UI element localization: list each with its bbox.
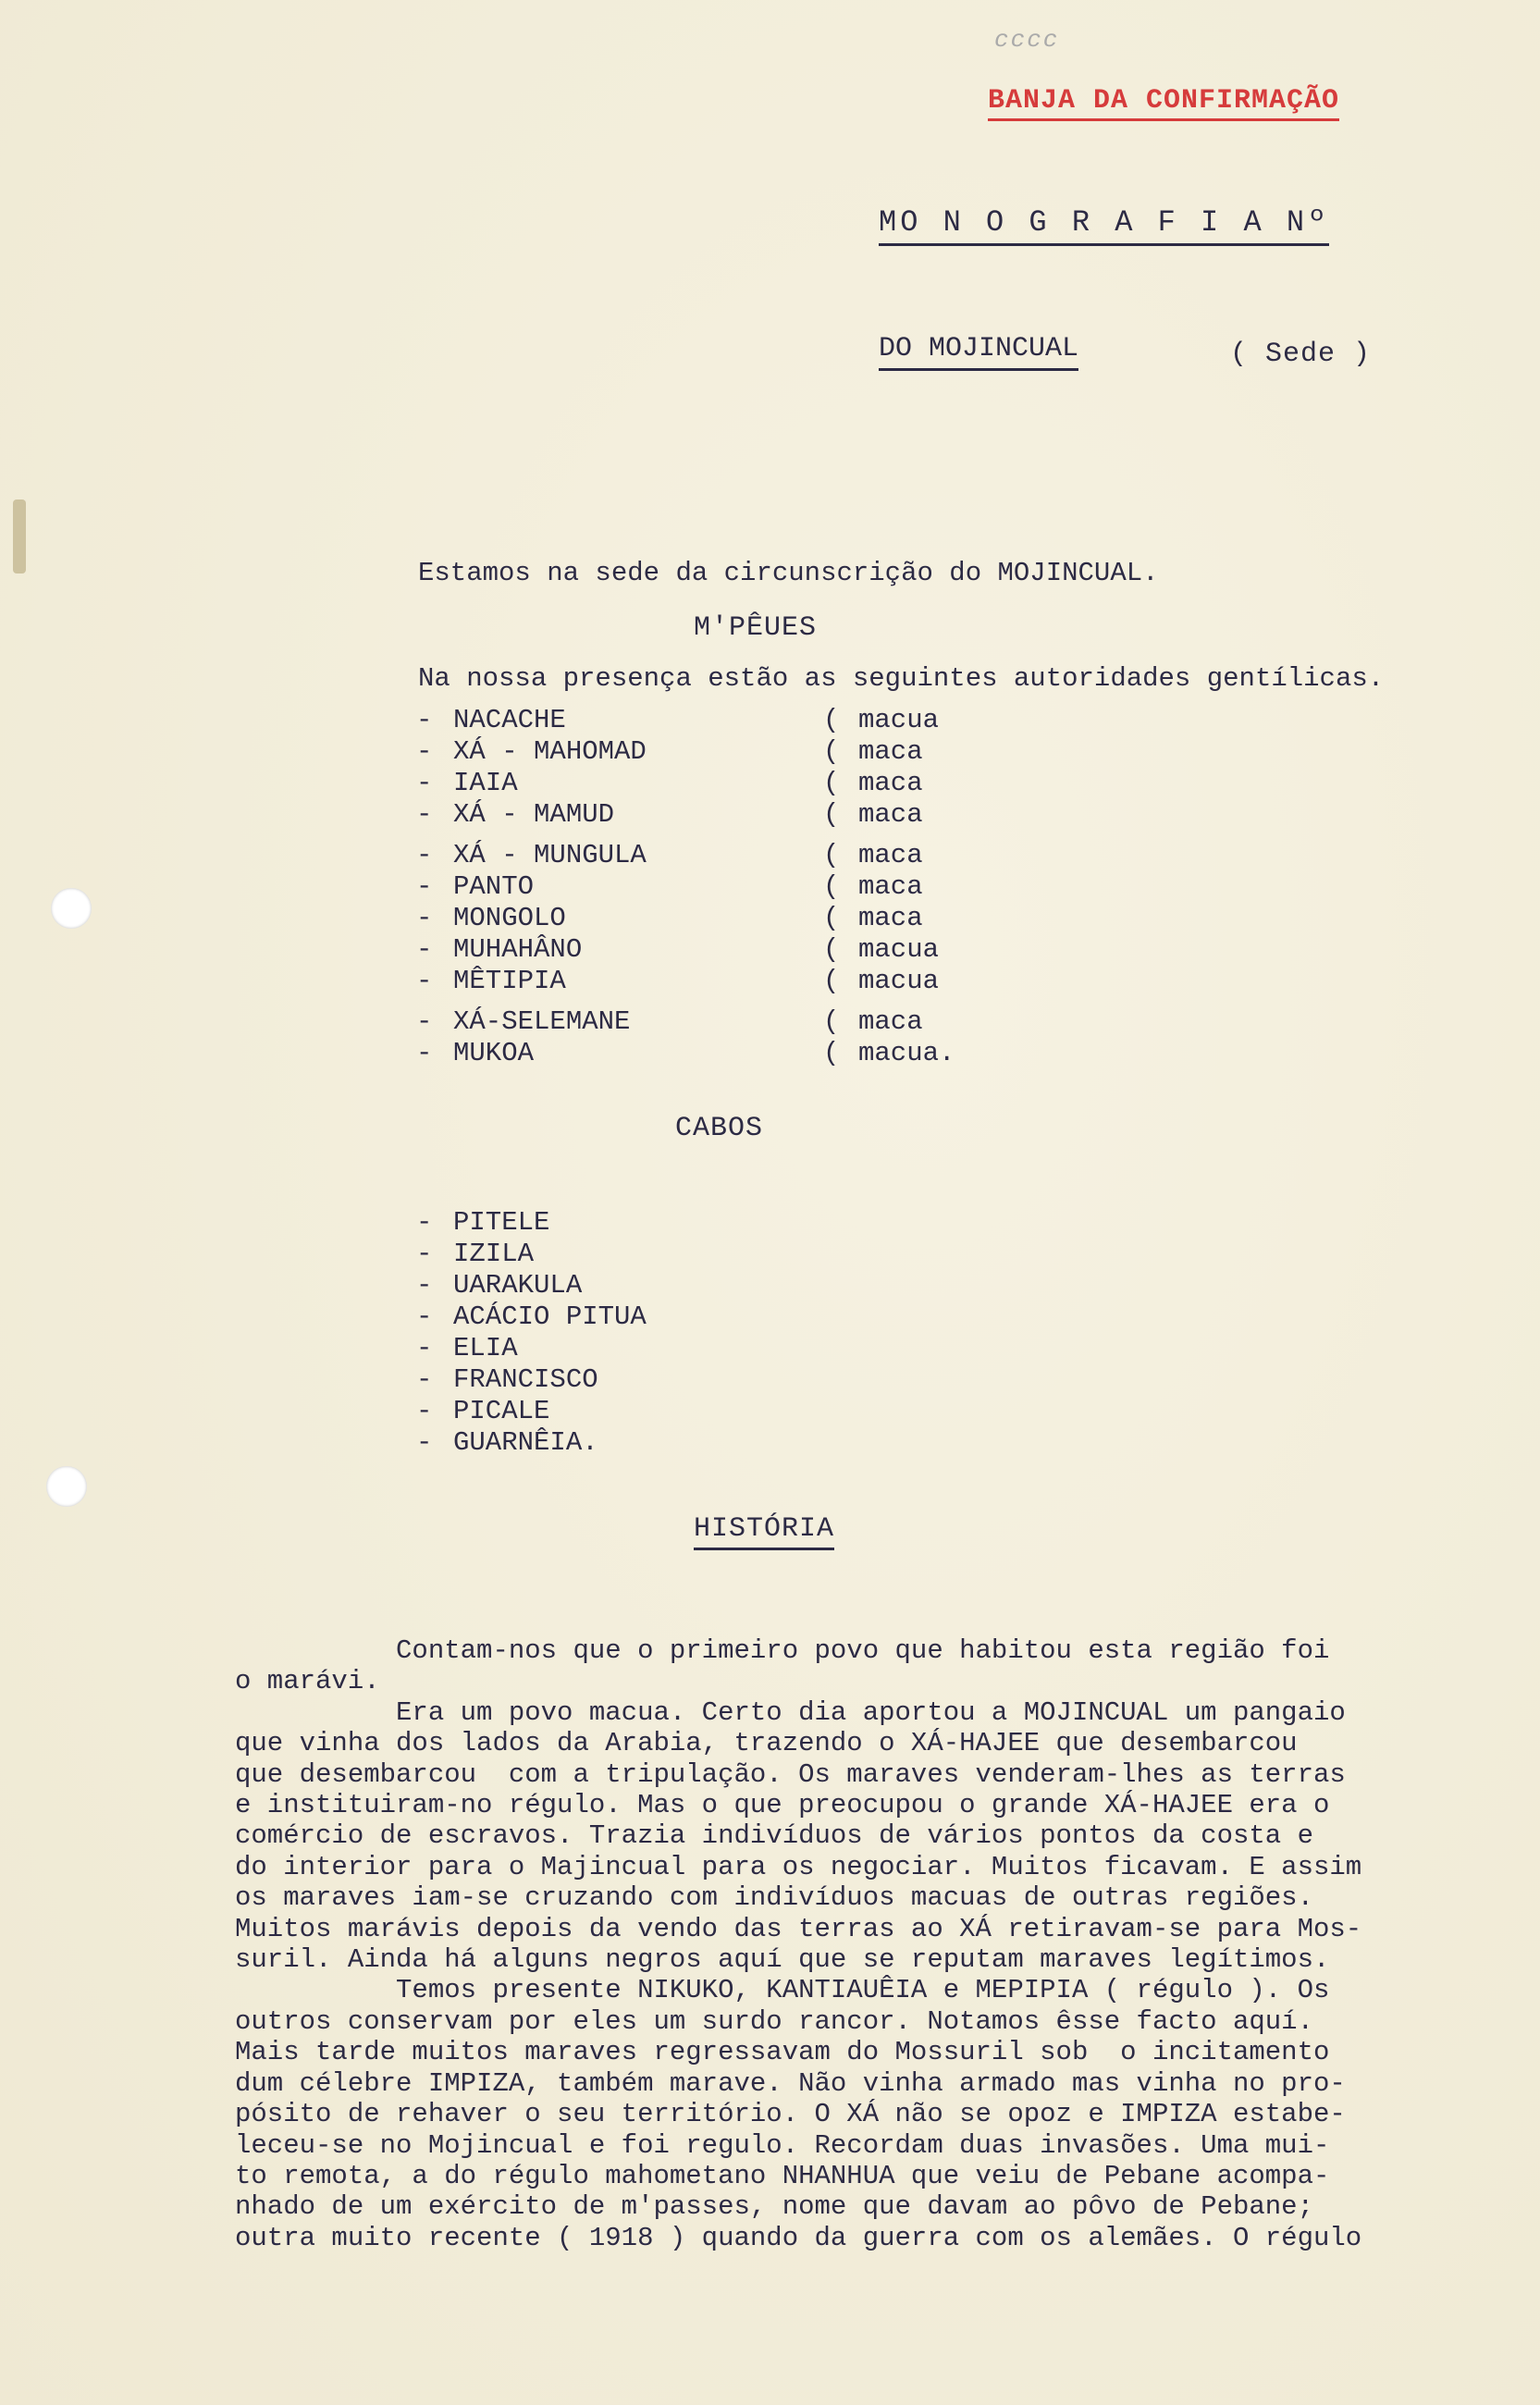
list-item: - XÁ - MAHOMAD ( maca [416,736,923,767]
mpeu-name: IAIA [453,768,518,798]
mpeu-name: XÁ - MAHOMAD [453,736,647,767]
mpeu-tribe: macua [858,934,940,965]
body-line: que desembarcou com a tripulação. Os maraves venderam-lhes as terras [235,1758,1346,1790]
cabo-name: GUARNÊIA. [453,1427,598,1458]
intro-line: Na nossa presença estão as seguintes autoridades gentílicas. [418,663,1385,694]
mpeu-name: MUHAHÂNO [453,934,583,965]
list-item: - IZILA [416,1239,535,1269]
body-line: os maraves iam-se cruzando com indivíduos macuas de outras regiões. [235,1882,1313,1914]
body-line: outra muito recente ( 1918 ) quando da guerra com os alemães. O régulo [235,2222,1362,2253]
mpeu-tribe: macua. [858,1038,955,1068]
mpeu-tribe: macua [858,705,940,735]
list-item: - IAIA ( maca [416,768,923,798]
body-line: e instituiram-no régulo. Mas o que preocupou o grande XÁ-HAJEE era o [235,1790,1330,1821]
place-note: ( Sede ) [1230,339,1372,370]
punch-hole-bottom [46,1466,87,1507]
mpeues-heading: M'PÊUES [694,612,818,644]
intro-line: Estamos na sede da circunscrição do MOJINCUAL. [418,558,1159,588]
body-line: Temos presente NIKUKO, KANTIAUÊIA e MEPIPIA ( régulo ). Os [235,1975,1330,2006]
mpeues-list [416,705,1156,1069]
body-line: do interior para o Majincual para os negociar. Muitos ficavam. E assim [235,1851,1362,1882]
list-item: - MONGOLO ( maca [416,903,923,933]
mpeu-tribe: maca [858,840,923,870]
cabos-heading: CABOS [675,1113,764,1144]
body-line: nhado de um exército de m'passes, nome que davam ao pôvo de Pebane; [235,2191,1313,2223]
mpeu-name: XÁ - MAMUD [453,799,615,830]
list-item: - MUKOA ( macua. [416,1038,955,1068]
list-item: - PANTO ( maca [416,871,923,902]
pencil-note: cccc [994,26,1060,54]
mpeu-name: NACACHE [453,705,566,735]
subtitle-block [879,333,1078,371]
historia-body [235,1635,1530,2253]
mpeu-name: MONGOLO [453,903,566,933]
list-item: - FRANCISCO [416,1364,598,1395]
mpeu-name: PANTO [453,871,535,902]
list-item: - ACÁCIO PITUA [416,1301,647,1332]
mpeu-name: XÁ-SELEMANE [453,1006,631,1037]
cabo-name: UARAKULA [453,1270,583,1301]
body-line: suril. Ainda há alguns negros aquí que se reputam maraves legítimos. [235,1944,1330,1976]
cabo-name: PICALE [453,1396,550,1426]
mpeu-tribe: maca [858,871,923,902]
punch-hole-top [51,888,92,929]
document-subtitle: DO MOJINCUAL [879,333,1078,371]
mpeu-tribe: maca [858,903,923,933]
historia-heading: HISTÓRIA [694,1513,834,1550]
mpeu-tribe: maca [858,736,923,767]
document-title: MO N O G R A F I A Nº [879,205,1329,246]
list-item: - GUARNÊIA. [416,1427,598,1458]
body-line: comércio de escravos. Trazia indivíduos de vários pontos da costa e [235,1820,1313,1852]
list-item: - ELIA [416,1333,518,1363]
list-item: - NACACHE ( macua [416,705,940,735]
stamp-banja: BANJA DA CONFIRMAÇÃO [988,85,1339,121]
body-line: to remota, a do régulo mahometano NHANHUA que veiu de Pebane acompa- [235,2160,1330,2191]
body-line: Muitos marávis depois da vendo das terras ao XÁ retiravam-se para Mos- [235,1913,1362,1944]
mpeu-tribe: maca [858,1006,923,1037]
body-line: que vinha dos lados da Arabia, trazendo o XÁ-HAJEE que desembarcou [235,1728,1298,1759]
mpeu-name: XÁ - MUNGULA [453,840,647,870]
mpeu-tribe: macua [858,966,940,996]
list-item: - PITELE [416,1207,550,1238]
mpeu-name: MUKOA [453,1038,535,1068]
cabo-name: ELIA [453,1333,518,1363]
body-line: Era um povo macua. Certo dia aportou a MOJINCUAL um pangaio [235,1696,1346,1728]
body-line: pósito de rehaver o seu território. O XÁ não se opoz e IMPIZA estabe- [235,2099,1346,2130]
body-line: dum célebre IMPIZA, também marave. Não vinha armado mas vinha no pro- [235,2067,1346,2099]
cabo-name: FRANCISCO [453,1364,598,1395]
list-item: - MÊTIPIA ( macua [416,966,940,996]
body-line: Contam-nos que o primeiro povo que habitou esta região foi [235,1635,1330,1666]
list-item: - PICALE [416,1396,550,1426]
mpeu-name: MÊTIPIA [453,966,566,996]
list-item: - XÁ - MUNGULA ( maca [416,840,923,870]
list-item: - UARAKULA [416,1270,583,1301]
cabo-name: IZILA [453,1239,535,1269]
mpeu-tribe: maca [858,768,923,798]
list-item: - XÁ-SELEMANE ( maca [416,1006,923,1037]
list-item: - XÁ - MAMUD ( maca [416,799,923,830]
cabos-list [416,1207,1156,1459]
body-line: o marávi. [235,1666,380,1697]
body-line: outros conservam por eles um surdo rancor. Notamos êsse facto aquí. [235,2005,1313,2037]
cabo-name: ACÁCIO PITUA [453,1301,647,1332]
body-line: Mais tarde muitos maraves regressavam do Mossuril sob o incitamento [235,2037,1330,2068]
list-item: - MUHAHÂNO ( macua [416,934,940,965]
margin-stain [13,500,26,574]
body-line: leceu-se no Mojincual e foi regulo. Recordam duas invasões. Uma mui- [235,2129,1330,2161]
cabo-name: PITELE [453,1207,550,1238]
mpeu-tribe: maca [858,799,923,830]
